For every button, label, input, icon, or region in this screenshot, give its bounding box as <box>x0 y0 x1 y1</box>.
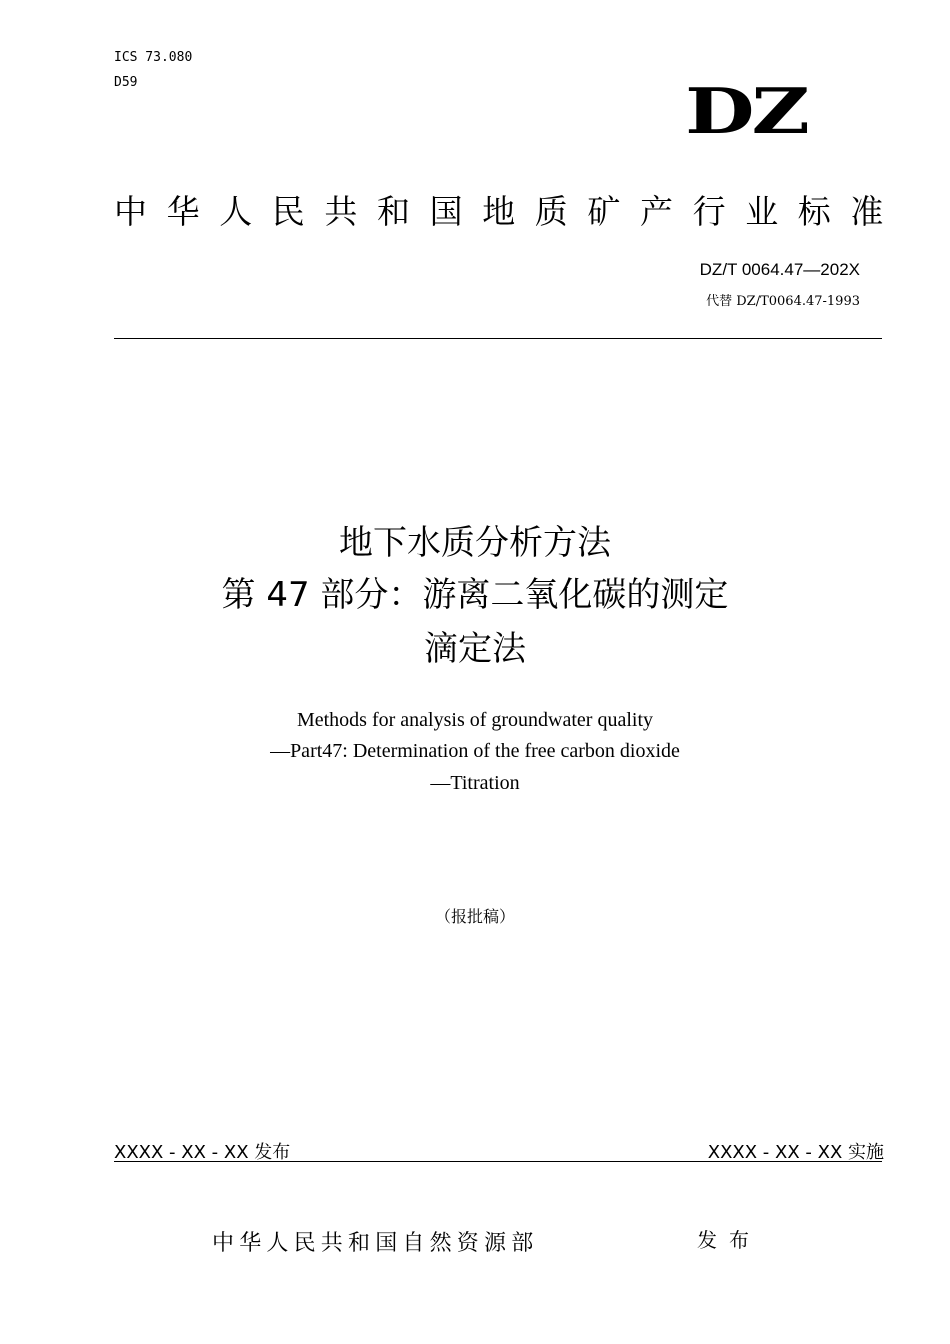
english-title-line-1: Methods for analysis of groundwater quality <box>296 709 654 731</box>
issuing-authority: 中华人民共和国自然资源部 <box>212 1231 539 1256</box>
ics-code: ICS 73.080 <box>114 50 193 65</box>
footer-divider <box>114 1161 882 1162</box>
english-title-line-2: —Part47: Determination of the free carbon dioxide <box>270 740 680 762</box>
chinese-title-line-2: 第 47 部分：游离二氧化碳的测定 <box>221 575 729 615</box>
implement-date: XXXX - XX - XX 实施 <box>707 1142 884 1163</box>
draft-status: （报批稿） <box>434 907 515 926</box>
header-divider <box>114 338 882 339</box>
standard-category-title: 中华人民共和国地质矿产行业标准 <box>114 192 903 231</box>
dz-logo: DZ <box>685 74 807 148</box>
publish-date: XXXX - XX - XX 发布 <box>114 1142 291 1163</box>
standard-number: DZ/T 0064.47—202X <box>699 260 860 279</box>
english-title-line-3: —Titration <box>430 772 520 794</box>
classification-code: D59 <box>114 75 138 90</box>
issue-label: 发布 <box>697 1228 761 1252</box>
chinese-title-line-3: 滴定法 <box>424 629 526 669</box>
replaced-standard: 代替 DZ/T0064.47-1993 <box>706 294 860 309</box>
chinese-title-line-1: 地下水质分析方法 <box>339 523 611 563</box>
